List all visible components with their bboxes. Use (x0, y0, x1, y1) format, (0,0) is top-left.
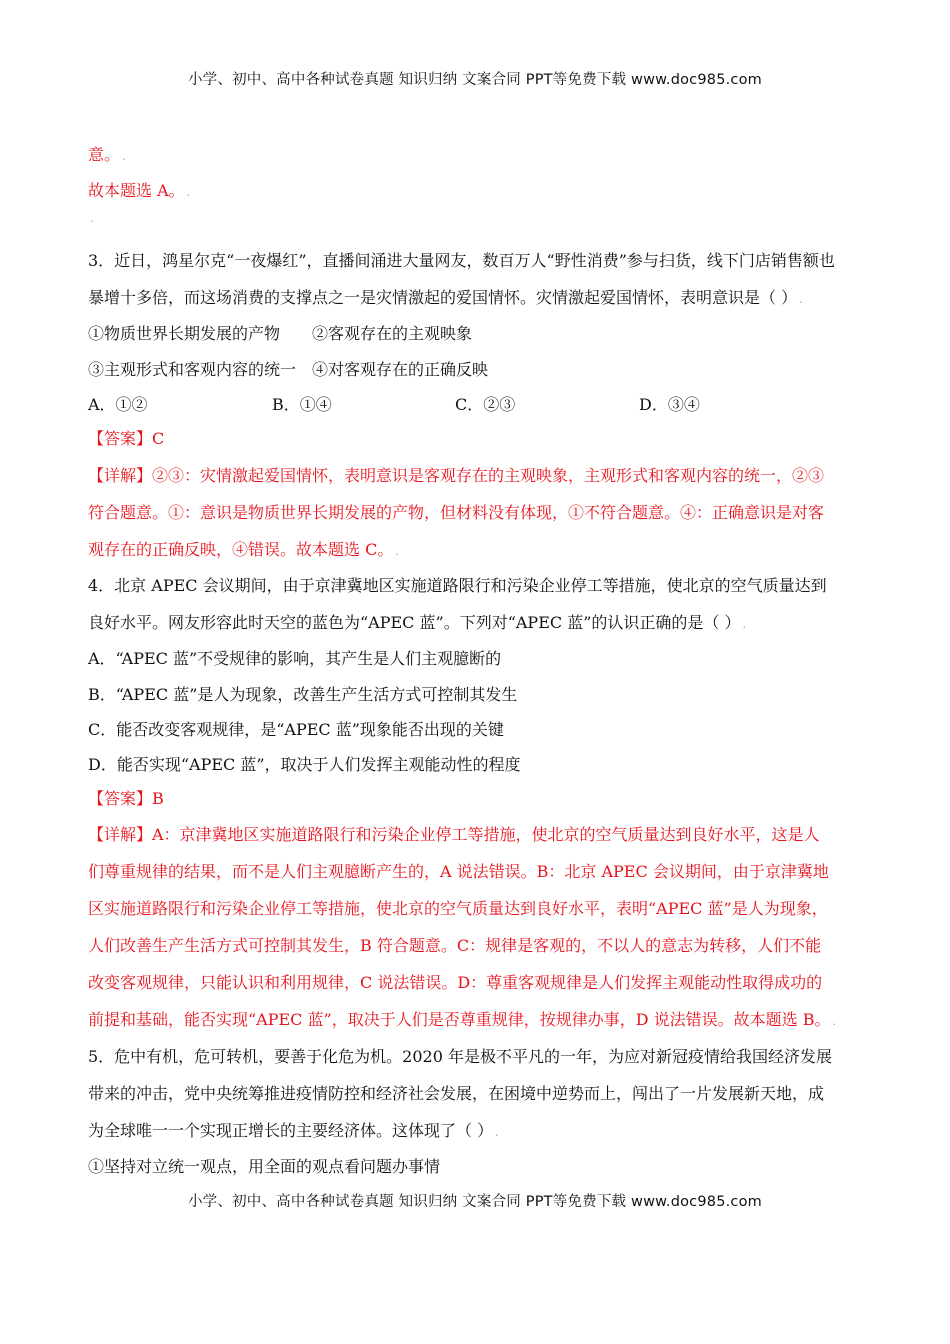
q4-detail-line5: 改变客观规律，只能认识和利用规律，C 说法错误。D：尊重客观规律是人们发挥主观能动性取得成功的 (88, 973, 823, 992)
q5-stem-line1: 5．危中有机，危可转机，要善于化危为机。2020 年是极不平凡的一年，为应对新冠疫情给我国经济发展 (88, 1047, 832, 1066)
q3-item-2: ③主观形式和客观内容的统一 ④对客观存在的正确反映 (88, 360, 489, 379)
q3-option-b: B．①④ (272, 395, 332, 414)
q4-detail-line4: 人们改善生产生活方式可控制其发生，B 符合题意。C：规律是客观的，不以人的意志为转移，人们不能 (88, 936, 822, 955)
page-header: 小学、初中、高中各种试卷真题 知识归纳 文案合同 PPT等免费下载 www.doc985.com (187, 72, 763, 88)
q3-answer: 【答案】C (88, 429, 165, 448)
prev-tail-line1: 意。 . (88, 145, 126, 164)
q5-stem-line2: 带来的冲击，党中央统筹推进疫情防控和经济社会发展，在困境中逆势而上，闯出了一片发展新天地，成 (88, 1084, 825, 1103)
q3-detail-line1: 【详解】②③：灾情激起爱国情怀，表明意识是客观存在的主观映象，主观形式和客观内容的统一，②③ (88, 466, 825, 485)
q3-option-c: C．②③ (455, 395, 516, 414)
q3-option-a: A．①② (88, 395, 148, 414)
q3-option-d: D．③④ (639, 395, 700, 414)
q3-stem-line1: 3．近日，鸿星尔克“一夜爆红”，直播间涌进大量网友，数百万人“野性消费”参与扫货，线下门店销售额也 (88, 251, 835, 270)
q4-stem-line1: 4．北京 APEC 会议期间，由于京津冀地区实施道路限行和污染企业停工等措施，使北京的空气质量达到 (88, 576, 827, 595)
paragraph-mark: . (90, 212, 94, 225)
q4-detail-line2: 们尊重规律的结果，而不是人们主观臆断产生的，A 说法错误。B：北京 APEC 会议期间，由于京津冀地 (88, 862, 829, 881)
q3-stem-line2: 暴增十多倍，而这场消费的支撑点之一是灾情激起的爱国情怀。灾情激起爱国情怀，表明意识是（ ） . (88, 288, 803, 307)
q3-detail-line3: 观存在的正确反映，④错误。故本题选 C。 . (88, 540, 399, 559)
prev-tail-line2: 故本题选 A。 . (88, 181, 191, 200)
q4-option-b: B．“APEC 蓝”是人为现象，改善生产生活方式可控制其发生 (88, 685, 518, 704)
q4-answer: 【答案】B (88, 789, 164, 808)
q4-option-c: C．能否改变客观规律，是“APEC 蓝”现象能否出现的关键 (88, 720, 504, 739)
q3-options (88, 394, 868, 416)
q4-detail-line6: 前提和基础，能否实现“APEC 蓝”，取决于人们是否尊重规律，按规律办事，D 说法错误。故本题选 B。 . (88, 1010, 836, 1029)
q5-item-1: ①坚持对立统一观点，用全面的观点看问题办事情 (88, 1157, 441, 1176)
q4-detail-line3: 区实施道路限行和污染企业停工等措施，使北京的空气质量达到良好水平，表明“APEC 蓝”是人为现象， (88, 899, 828, 918)
q3-item-1: ①物质世界长期发展的产物 ②客观存在的主观映象 (88, 324, 473, 343)
q4-option-a: A．“APEC 蓝”不受规律的影响，其产生是人们主观臆断的 (88, 649, 502, 668)
page-footer: 小学、初中、高中各种试卷真题 知识归纳 文案合同 PPT等免费下载 www.doc985.com (187, 1194, 763, 1210)
q4-stem-line2: 良好水平。网友形容此时天空的蓝色为“APEC 蓝”。下列对“APEC 蓝”的认识正确的是（ ） . (88, 613, 746, 632)
q5-stem-line3: 为全球唯一一个实现正增长的主要经济体。这体现了（ ） . (88, 1121, 499, 1140)
q4-option-d: D．能否实现“APEC 蓝”，取决于人们发挥主观能动性的程度 (88, 755, 521, 774)
q3-detail-line2: 符合题意。①：意识是物质世界长期发展的产物，但材料没有体现，①不符合题意。④：正确意识是对客 (88, 503, 825, 522)
q4-detail-line1: 【详解】A：京津冀地区实施道路限行和污染企业停工等措施，使北京的空气质量达到良好水平，这是人 (88, 825, 820, 844)
